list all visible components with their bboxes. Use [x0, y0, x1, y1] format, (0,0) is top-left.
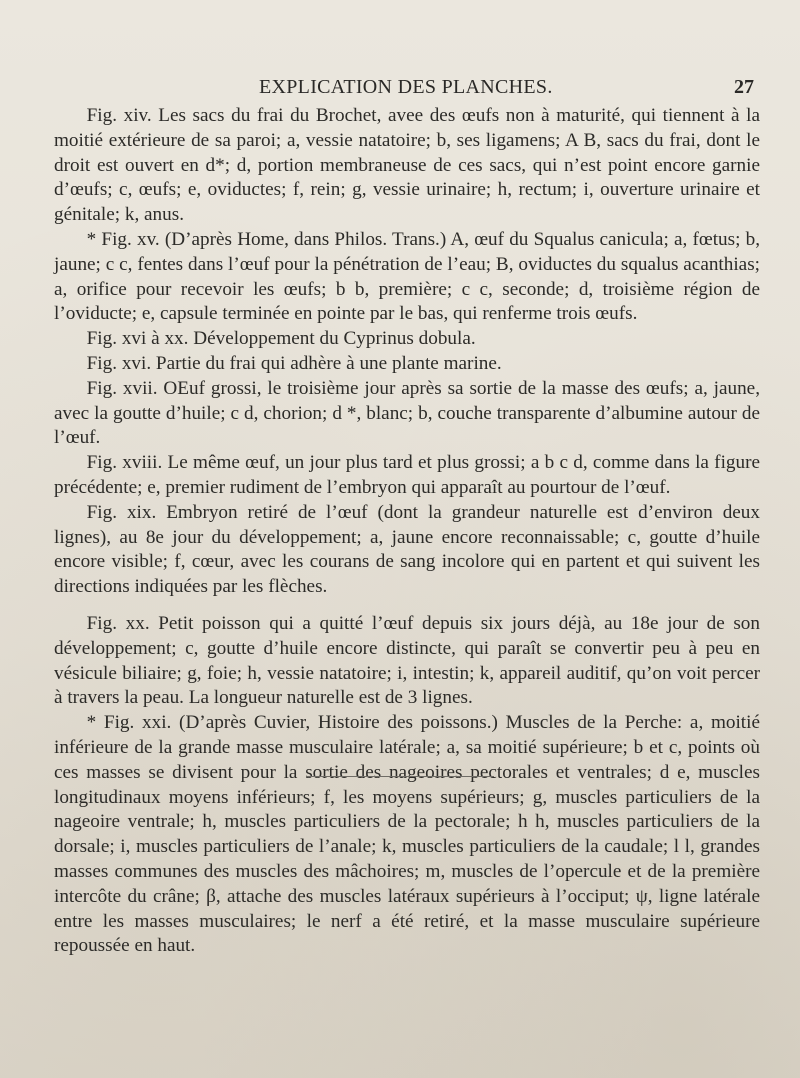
- paragraph-fig-20: Fig. xx. Petit poisson qui a quitté l’œuf depuis six jours déjà, au 18e jour de son développement; c, goutte d’huile encore distincte, qui paraît se convertir peu à peu en vésicule biliaire; g, foie; h, vessie natatoire; i, intestin; k, appareil auditif, qu’on voit percer à travers la peau. La longueur naturelle est de 3 lignes.: [54, 612, 760, 709]
- paragraph-fig-18: Fig. xviii. Le même œuf, un jour plus tard et plus grossi; a b c d, comme dans la figure précédente; e, premier rudiment de l’embryon qui apparaît au pourtour de l’œuf.: [54, 452, 760, 498]
- page-header: [54, 76, 760, 102]
- paragraph-fig-21: * Fig. xxi. (D’après Cuvier, Histoire des poissons.) Muscles de la Perche: a, moitié inférieure de la grande masse musculaire latérale; a, sa moitié supérieure; b et c, points où ces masses se divisent pour la sortie des nageoires pectorales et ventrales; d e, muscles longitudinaux moyens inférieurs; f, les moyens supérieurs; g, muscles particuliers de la nageoire ventrale; h, muscles particuliers de la pectorale; h h, muscles particuliers de la dorsale; i, muscles particuliers de l’anale; k, muscles particuliers de la caudale; l l, grandes masses communes des muscles des mâchoires; m, muscles de l’opercule et de la première intercôte du crâne; β, attache des muscles latéraux supérieurs à l’occiput; ψ, ligne latérale entre les masses musculaires; le nerf a été retiré, et la masse musculaire supérieure repoussée en haut.: [54, 712, 760, 957]
- plate-explanations: [54, 104, 760, 959]
- paragraph-fig-15: * Fig. xv. (D’après Home, dans Philos. Trans.) A, œuf du Squalus canicula; a, fœtus; b, jaune; c c, fentes dans l’œuf pour la pénétration de l’eau; B, oviductes du squalus acanthias; a, orifice pour recevoir les œufs; b b, première; c c, seconde; d, troisième région de l’oviducte; e, capsule terminée en pointe par le bas, qui renferme trois œufs.: [54, 228, 760, 325]
- paragraph-fig-14: Fig. xiv. Les sacs du frai du Brochet, avee des œufs non à maturité, qui tiennent à la moitié extérieure de sa paroi; a, vessie natatoire; b, ses ligamens; A B, sacs du frai, dont le droit est ouvert en d*; d, portion membraneuse de ces sacs, qui n’est point encore garnie d’œufs; c, œufs; e, oviductes; f, rein; g, vessie urinaire; h, rectum; i, ouverture urinaire et génitale; k, anus.: [54, 105, 760, 226]
- paragraph-fig-19: Fig. xix. Embryon retiré de l’œuf (dont la grandeur naturelle est d’environ deux lignes), au 8e jour du développement; a, jaune encore reconnaissable; c, goutte d’huile encore visible; f, cœur, avec les courans de sang incolore qui en partent et qui suivent les directions indiquées par les flèches.: [54, 501, 760, 598]
- paragraph-fig-16: Fig. xvi. Partie du frai qui adhère à une plante marine.: [86, 352, 502, 374]
- end-rule: [306, 776, 494, 777]
- paragraph-fig-17: Fig. xvii. OEuf grossi, le troisième jour après sa sortie de la masse des œufs; a, jaune, avec la goutte d’huile; c d, chorion; d *, blanc; b, couche transparente d’albumine autour de l’œuf.: [54, 377, 760, 449]
- paragraph-fig-16-20-title: Fig. xvi à xx. Développement du Cyprinus dobula.: [86, 328, 476, 350]
- running-head: EXPLICATION DES PLANCHES.: [259, 76, 553, 98]
- page-number: 27: [734, 76, 754, 98]
